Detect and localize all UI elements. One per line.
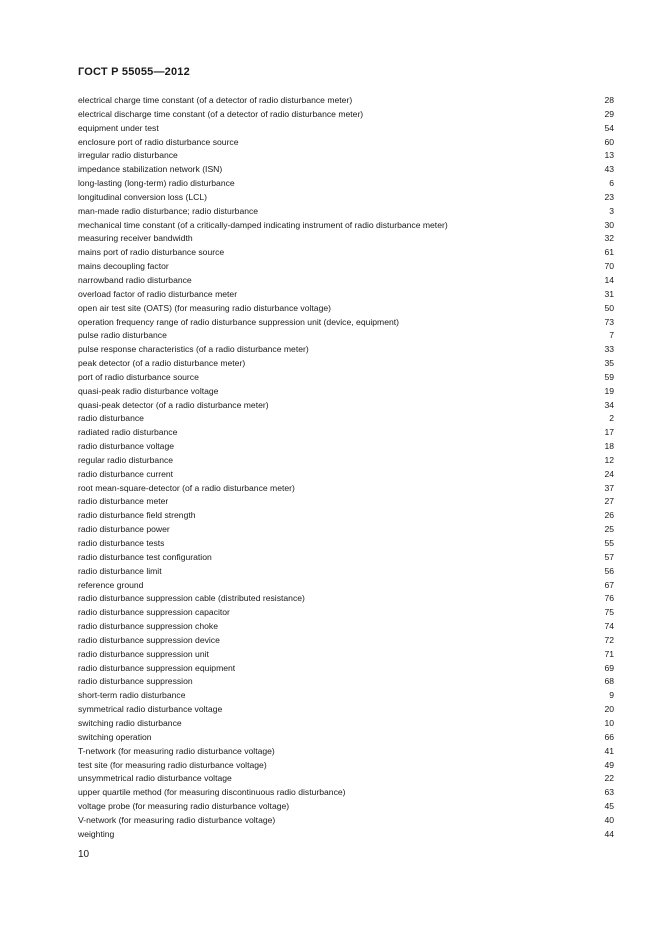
index-page-ref: 26 — [604, 510, 614, 521]
index-term: enclosure port of radio disturbance source — [78, 136, 239, 147]
index-page-ref: 73 — [604, 316, 614, 327]
index-entry — [78, 343, 614, 357]
index-entry — [78, 288, 614, 302]
index-page-ref: 66 — [604, 731, 614, 742]
index-entry — [78, 759, 614, 773]
index-page-ref: 72 — [604, 634, 614, 645]
index-term: radio disturbance suppression device — [78, 634, 220, 645]
index-page-ref: 74 — [604, 621, 614, 632]
index-page-ref: 50 — [604, 302, 614, 313]
index-term: pulse response characteristics (of a radio disturbance meter) — [78, 344, 309, 355]
index-term: measuring receiver bandwidth — [78, 233, 193, 244]
index-term: regular radio disturbance — [78, 454, 174, 465]
index-page-ref: 45 — [604, 801, 614, 812]
index-entry — [78, 316, 614, 330]
index-term: mains port of radio disturbance source — [78, 247, 225, 258]
index-entry — [78, 191, 614, 205]
index-term: radio disturbance — [78, 413, 144, 424]
index-page-ref: 23 — [604, 191, 614, 202]
index-term: overload factor of radio disturbance meter — [78, 288, 238, 299]
index-term: switching radio disturbance — [78, 717, 182, 728]
index-term: radio disturbance suppression equipment — [78, 662, 236, 673]
index-page-ref: 35 — [604, 358, 614, 369]
index-term: radio disturbance meter — [78, 496, 169, 507]
index-entry — [78, 675, 614, 689]
index-entry — [78, 205, 614, 219]
index-entry — [78, 385, 614, 399]
index-page-ref: 18 — [604, 441, 614, 452]
index-term: narrowband radio disturbance — [78, 274, 192, 285]
index-entry — [78, 94, 614, 108]
index-entry — [78, 523, 614, 537]
index-entry — [78, 108, 614, 122]
index-page-ref: 40 — [604, 814, 614, 825]
index-page-ref: 17 — [604, 427, 614, 438]
index-page-ref: 68 — [604, 676, 614, 687]
index-page-ref: 59 — [604, 371, 614, 382]
index-entry — [78, 454, 614, 468]
index-entry — [78, 177, 614, 191]
index-term: radio disturbance suppression cable (distributed resistance) — [78, 593, 305, 604]
index-page-ref: 3 — [609, 205, 614, 216]
page-header: ГОСТ Р 55055—2012 — [78, 66, 190, 78]
index-page-ref: 60 — [604, 136, 614, 147]
index-page-ref: 10 — [604, 717, 614, 728]
index-term: weighting — [78, 828, 115, 839]
index-entry — [78, 329, 614, 343]
index-page-ref: 57 — [604, 551, 614, 562]
index-page-ref: 44 — [604, 828, 614, 839]
index-entry — [78, 274, 614, 288]
index-term: radio disturbance suppression capacitor — [78, 607, 230, 618]
index-term: radio disturbance limit — [78, 565, 162, 576]
index-entry — [78, 703, 614, 717]
index-term: radio disturbance field strength — [78, 510, 196, 521]
index-term: radio disturbance test configuration — [78, 551, 212, 562]
index-entry — [78, 509, 614, 523]
index-page-ref: 55 — [604, 538, 614, 548]
index-term: radiated radio disturbance — [78, 427, 178, 438]
index-entry — [78, 579, 614, 593]
index-entry — [78, 565, 614, 579]
index-term: short-term radio disturbance — [78, 690, 186, 701]
index-term: longitudinal conversion loss (LCL) — [78, 191, 207, 202]
index-entry — [78, 399, 614, 413]
index-entry — [78, 136, 614, 150]
index-term: root mean-square-detector (of a radio disturbance meter) — [78, 482, 295, 493]
index-entry — [78, 662, 614, 676]
index-page-ref: 75 — [604, 607, 614, 618]
index-term: radio disturbance voltage — [78, 441, 175, 452]
index-term: reference ground — [78, 579, 144, 590]
index-page-ref: 13 — [604, 150, 614, 161]
index-entry — [78, 551, 614, 565]
index-term: mechanical time constant (of a critically-damped indicating instrument of radio disturbance meter) — [78, 219, 448, 230]
index-page-ref: 32 — [604, 233, 614, 244]
index-term: test site (for measuring radio disturbance voltage) — [78, 759, 267, 770]
index-term: long-lasting (long-term) radio disturbance — [78, 178, 235, 189]
index-entry — [78, 745, 614, 759]
index-entry — [78, 592, 614, 606]
index-entry — [78, 426, 614, 440]
index-term: T-network (for measuring radio disturbance voltage) — [78, 745, 275, 756]
index-page-ref: 9 — [609, 690, 614, 701]
index-entry — [78, 232, 614, 246]
index-page-ref: 76 — [604, 593, 614, 604]
index-page-ref: 33 — [604, 344, 614, 355]
index-term: V-network (for measuring radio disturbance voltage) — [78, 814, 276, 825]
index-entry — [78, 731, 614, 745]
index-page-ref: 61 — [604, 247, 614, 258]
index-page-ref: 14 — [604, 274, 614, 285]
index-term: radio disturbance suppression unit — [78, 648, 209, 659]
index-term: equipment under test — [78, 122, 159, 133]
index-term: quasi-peak detector (of a radio disturbance meter) — [78, 399, 269, 410]
index-term: electrical discharge time constant (of a detector of radio disturbance meter) — [78, 108, 364, 119]
index-page-ref: 19 — [604, 385, 614, 396]
index-term: switching operation — [78, 731, 152, 742]
index-page-ref: 6 — [609, 178, 614, 189]
index-term: radio disturbance tests — [78, 538, 165, 548]
index-entry — [78, 828, 614, 842]
index-term: upper quartile method (for measuring discontinuous radio disturbance) — [78, 787, 346, 798]
index-entry — [78, 149, 614, 163]
index-entry — [78, 689, 614, 703]
index-term: electrical charge time constant (of a detector of radio disturbance meter) — [78, 95, 353, 105]
index-page-ref: 28 — [604, 95, 614, 105]
index-term: radio disturbance suppression — [78, 676, 193, 687]
index-entry — [78, 634, 614, 648]
index-term: impedance stabilization network (ISN) — [78, 164, 223, 175]
index-list — [78, 94, 614, 842]
index-term: quasi-peak radio disturbance voltage — [78, 385, 219, 396]
index-entry — [78, 302, 614, 316]
index-page-ref: 70 — [604, 261, 614, 272]
index-entry — [78, 717, 614, 731]
index-term: peak detector (of a radio disturbance meter) — [78, 358, 246, 369]
index-page-ref: 27 — [604, 496, 614, 507]
index-page-ref: 34 — [604, 399, 614, 410]
index-entry — [78, 786, 614, 800]
index-entry — [78, 606, 614, 620]
index-entry — [78, 246, 614, 260]
index-entry — [78, 122, 614, 136]
index-page-ref: 25 — [604, 524, 614, 535]
index-entry — [78, 482, 614, 496]
index-page-ref: 41 — [604, 745, 614, 756]
index-page-ref: 24 — [604, 468, 614, 479]
index-page-ref: 69 — [604, 662, 614, 673]
index-page-ref: 37 — [604, 482, 614, 493]
index-entry — [78, 814, 614, 828]
index-term: man-made radio disturbance; radio disturbance — [78, 205, 259, 216]
page-number: 10 — [78, 849, 90, 860]
index-page-ref: 49 — [604, 759, 614, 770]
index-term: voltage probe (for measuring radio disturbance voltage) — [78, 801, 290, 812]
index-entry — [78, 800, 614, 814]
index-term: symmetrical radio disturbance voltage — [78, 704, 223, 715]
index-term: radio disturbance current — [78, 468, 174, 479]
index-entry — [78, 412, 614, 426]
index-page-ref: 63 — [604, 787, 614, 798]
index-term: radio disturbance suppression choke — [78, 621, 218, 632]
index-entry — [78, 537, 614, 551]
index-entry — [78, 772, 614, 786]
index-page-ref: 20 — [604, 704, 614, 715]
index-page-ref: 30 — [604, 219, 614, 230]
index-entry — [78, 495, 614, 509]
index-page-ref: 54 — [604, 122, 614, 133]
index-term: unsymmetrical radio disturbance voltage — [78, 773, 232, 784]
index-entry — [78, 219, 614, 233]
index-term: mains decoupling factor — [78, 261, 169, 272]
index-entry — [78, 357, 614, 371]
index-page-ref: 12 — [604, 454, 614, 465]
index-term: operation frequency range of radio disturbance suppression unit (device, equipment) — [78, 316, 400, 327]
index-page-ref: 31 — [604, 288, 614, 299]
index-page-ref: 22 — [604, 773, 614, 784]
index-entry — [78, 163, 614, 177]
index-page-ref: 2 — [609, 413, 614, 424]
index-entry — [78, 468, 614, 482]
index-term: pulse radio disturbance — [78, 330, 167, 341]
index-page-ref: 29 — [604, 108, 614, 119]
index-entry — [78, 620, 614, 634]
index-term: open air test site (OATS) (for measuring radio disturbance voltage) — [78, 302, 331, 313]
index-entry — [78, 371, 614, 385]
index-entry — [78, 440, 614, 454]
index-term: port of radio disturbance source — [78, 371, 199, 382]
index-page-ref: 56 — [604, 565, 614, 576]
index-term: radio disturbance power — [78, 524, 170, 535]
index-page-ref: 67 — [604, 579, 614, 590]
index-page-ref: 7 — [609, 330, 614, 341]
index-term: irregular radio disturbance — [78, 150, 178, 161]
index-entry — [78, 260, 614, 274]
index-entry — [78, 648, 614, 662]
index-page-ref: 71 — [604, 648, 614, 659]
index-page-ref: 43 — [604, 164, 614, 175]
